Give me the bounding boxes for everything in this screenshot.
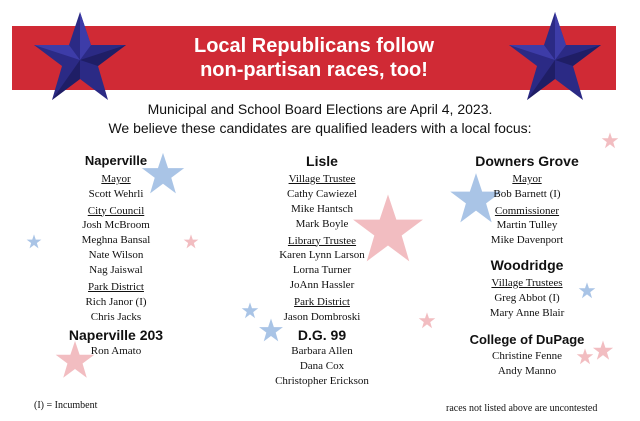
candidate-name: Dana Cox	[299, 360, 345, 372]
candidate-name: Chris Jacks	[90, 310, 142, 323]
candidate-name: Mary Anne Blair	[489, 306, 565, 319]
lisle-library-trustee-group	[252, 235, 392, 294]
banner-title-line-2: non-partisan races, too!	[200, 59, 428, 81]
lisle-section	[252, 152, 392, 325]
naperville-city-council-group	[46, 205, 186, 279]
office-title: Commissioner	[494, 204, 560, 217]
naperville-203-section	[46, 326, 186, 359]
candidate-name: Josh McBroom	[82, 219, 150, 231]
candidate-name: Ron Amato	[90, 345, 142, 357]
dg99-section	[252, 326, 392, 389]
uncontested-note: races not listed above are uncontested	[446, 403, 598, 414]
candidate-name: Rich Janor (I)	[85, 295, 147, 308]
candidate-name: Nate Wilson	[88, 249, 144, 261]
office-title: Mayor	[512, 173, 542, 185]
candidate-name: Martin Tulley	[496, 219, 558, 231]
college-of-dupage-section	[452, 331, 602, 379]
candidate-name: Cathy Cawiezel	[287, 187, 357, 200]
candidate-name: Andy Manno	[497, 365, 557, 377]
downers-grove-mayor-group	[457, 173, 597, 202]
naperville-203-heading: Naperville 203	[68, 327, 164, 343]
candidate-name: Christopher Erickson	[275, 375, 369, 387]
lisle-heading: Lisle	[306, 153, 338, 169]
office-title: City Council	[87, 204, 145, 217]
candidate-name: Karen Lynn Larson	[279, 249, 365, 261]
lisle-village-trustee-group	[252, 173, 392, 232]
candidate-name: Nag Jaiswal	[89, 264, 143, 276]
lisle-park-district-group	[252, 296, 392, 325]
candidate-name: Lorna Turner	[292, 264, 352, 276]
downers-grove-section	[457, 152, 597, 248]
woodridge-heading: Woodridge	[490, 257, 564, 273]
candidate-name: JoAnn Hassler	[289, 279, 355, 291]
office-title: Library Trustee	[287, 234, 357, 247]
candidate-name: Mike Hantsch	[290, 202, 353, 215]
office-title: Village Trustee	[288, 173, 356, 185]
candidate-name: Barbara Allen	[291, 345, 353, 357]
right-navy-star-icon	[505, 10, 605, 110]
candidate-name: Mark Boyle	[295, 217, 349, 230]
naperville-mayor-group	[46, 173, 186, 202]
office-title: Park District	[88, 281, 144, 293]
dg99-heading: D.G. 99	[297, 327, 347, 343]
office-title: Park District	[294, 296, 350, 308]
incumbent-note: (I) = Incumbent	[34, 400, 98, 411]
naperville-section	[46, 152, 186, 325]
woodridge-village-trustees-group	[457, 277, 597, 321]
faded-red-star-icon	[601, 132, 619, 150]
faded-blue-star-icon	[26, 234, 42, 250]
woodridge-section	[457, 256, 597, 321]
office-title: Mayor	[101, 173, 131, 185]
intro-line-2: We believe these candidates are qualified leaders with a local focus:	[108, 120, 532, 136]
left-navy-star-icon	[30, 10, 130, 110]
downers-grove-heading: Downers Grove	[475, 153, 579, 169]
candidate-name: Bob Barnett (I)	[493, 187, 561, 200]
intro-line-1: Municipal and School Board Elections are April 4, 2023.	[147, 101, 493, 117]
banner-title-line-1: Local Republicans follow	[193, 35, 435, 57]
office-title: Village Trustees	[491, 277, 563, 289]
college-of-dupage-heading: College of DuPage	[469, 332, 585, 347]
candidate-name: Christine Fenne	[492, 350, 562, 362]
downers-grove-commissioner-group	[457, 205, 597, 249]
naperville-heading: Naperville	[84, 153, 148, 168]
candidate-name: Greg Abbot (I)	[494, 291, 560, 304]
candidate-name: Mike Davenport	[490, 234, 564, 246]
candidate-name: Scott Wehrli	[88, 187, 144, 200]
faded-red-star-icon	[418, 312, 436, 330]
naperville-park-district-group	[46, 281, 186, 325]
candidate-name: Jason Dombroski	[283, 310, 361, 323]
candidate-name: Meghna Bansal	[81, 234, 151, 246]
